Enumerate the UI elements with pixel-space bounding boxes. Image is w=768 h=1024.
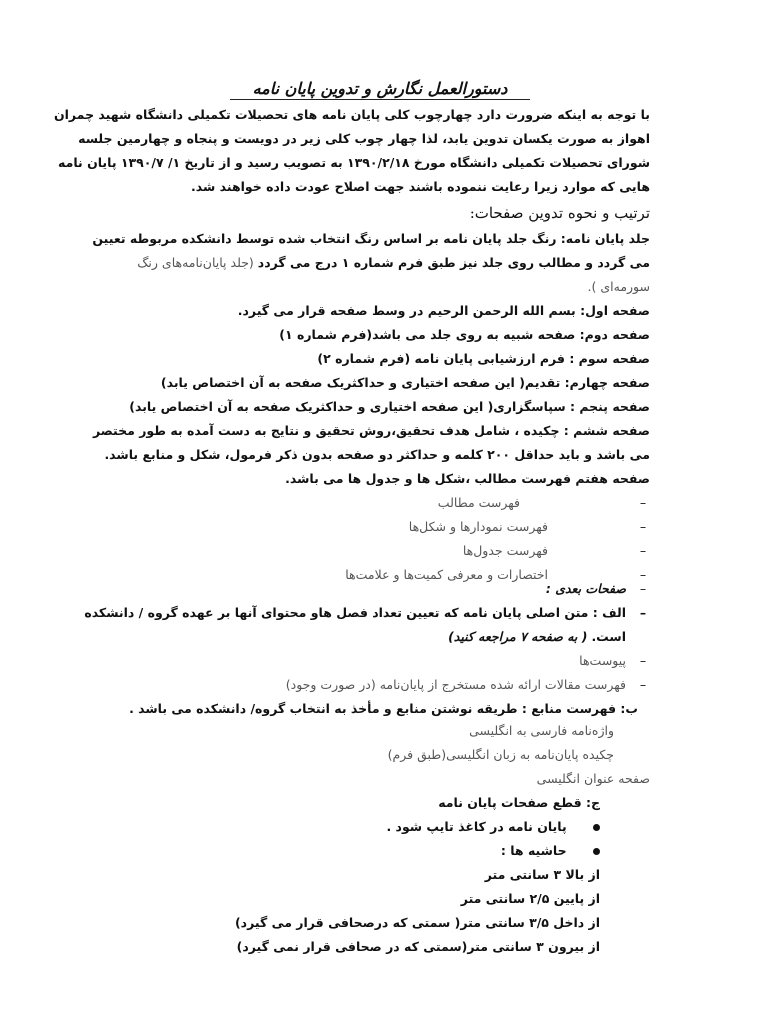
intro-line-4: هایی که موارد زیرا رعایت ننموده باشند جهت اصلاح عودت داده خواهند شد.	[191, 179, 650, 194]
toc-item	[118, 542, 650, 560]
articles-row	[118, 676, 650, 694]
cover-line-3: سورمه‌ای ).	[587, 279, 650, 294]
dash-marker: –	[639, 677, 647, 692]
references-line: ب: فهرست منابع : طریقه نوشتن منابع و مأخذ به انتخاب گروه/ دانشکده می باشد .	[129, 701, 638, 716]
margin-outer-line: از بیرون ۳ سانتی متر(سمتی که در صحافی قرار نمی گیرد)	[236, 939, 600, 954]
page-4-line: صفحه چهارم: تقدیم( این صفحه اختیاری و حداکثریک صفحه به آن اختصاص یابد)	[160, 375, 650, 390]
page-6-line: صفحه ششم : چکیده ، شامل هدف تحقیق،روش تحقیق و نتایج به دست آمده به طور مختصر	[92, 423, 650, 438]
bullet-icon	[593, 848, 600, 855]
toc-item	[118, 494, 650, 512]
page-6-line-2: می باشد و باید حداقل ۲۰۰ کلمه و حداکثر دو صفحه بدون ذکر فرمول، شکل و منابع باشد.	[104, 447, 650, 462]
intro-line-2: اهواز به صورت یکسان تدوین یابد، لذا چهار چوب کلی زیر در دویست و پنجاه و چهارمین جلسه	[78, 131, 650, 146]
later-pages-label: صفحات بعدی :	[545, 581, 626, 596]
toc-item-label: فهرست جدول‌ها	[462, 543, 548, 558]
page-1-line: صفحه اول: بسم الله الرحمن الرحیم در وسط صفحه قرار می گیرد.	[237, 303, 650, 318]
english-abstract-line: چکیده پایان‌نامه به زبان انگلیسی(طبق فرم)	[387, 747, 614, 762]
margin-inner-line: از داخل ۳/۵ سانتی متر( سمتی که درصحافی قرار می گیرد)	[234, 915, 600, 930]
dash-marker: –	[639, 581, 647, 596]
paper-size-text: پایان نامه در کاغذ تایپ شود .	[386, 819, 567, 834]
page-3-line: صفحه سوم : فرم ارزشیابی پایان نامه (فرم شماره ۲)	[317, 351, 650, 366]
toc-item	[118, 518, 650, 536]
dash-marker: –	[639, 653, 647, 668]
part-c-heading: ج: قطع صفحات پایان نامه	[438, 795, 600, 810]
english-title-line: صفحه عنوان انگلیسی	[536, 771, 650, 786]
body-a-line-1	[84, 604, 650, 622]
margin-bottom-line: از پایین ۲/۵ سانتی متر	[460, 891, 600, 906]
later-pages-row	[118, 580, 650, 598]
toc-item-label: فهرست نمودارها و شکل‌ها	[408, 519, 548, 534]
body-a-line-2	[118, 628, 626, 646]
margins-label: حاشیه ها :	[500, 843, 567, 858]
body-a-ref: ( به صفحه ۷ مراجعه کنید)	[448, 629, 588, 644]
cover-line-2-main: می گردد و مطالب روی جلد نیز طبق فرم شماره ۱ درج می گردد	[257, 255, 650, 270]
margin-top-line: از بالا ۳ سانتی متر	[484, 867, 600, 882]
articles-label: فهرست مقالات ارائه شده مستخرج از پایان‌نامه (در صورت وجود)	[285, 677, 626, 692]
bullet-icon	[593, 824, 600, 831]
paper-size-line	[118, 818, 600, 836]
page-7-line: صفحه هفتم فهرست مطالب ،شکل ها و جدول ها می باشد.	[285, 471, 650, 486]
dash-marker: –	[639, 543, 647, 558]
page-2-line: صفحه دوم: صفحه شبیه به روی جلد می باشد(فرم شماره ۱)	[279, 327, 650, 342]
body-a-text-2: است.	[591, 629, 626, 644]
intro-line-3: شورای تحصیلات تکمیلی دانشگاه مورخ ۱۳۹۰/۲/۱۸ به تصویب رسید و از تاریخ ۱/ ۱۳۹۰/۷ پایان نامه	[58, 155, 650, 170]
dash-marker: –	[639, 605, 647, 620]
body-a-text: الف : متن اصلی پایان نامه که تعیین تعداد فصل هاو محتوای آنها بر عهده گروه / دانشکده	[84, 605, 626, 620]
dash-marker: –	[639, 567, 647, 582]
cover-line-2-note: (جلد پایان‌نامه‌های رنگ	[137, 255, 254, 270]
page-5-line: صفحه پنجم : سپاسگزاری( این صفحه اختیاری و حداکثریک صفحه به آن اختصاص یابد)	[129, 399, 650, 414]
dash-marker: –	[639, 495, 647, 510]
dash-marker: –	[639, 519, 647, 534]
appendix-label: پیوست‌ها	[579, 653, 626, 668]
intro-line-1: با توجه به اینکه ضرورت دارد چهارچوب کلی پایان نامه های تحصیلات تکمیلی دانشگاه شهید چمران	[53, 107, 650, 122]
toc-item-label: اختصارات و معرفی کمیت‌ها و علامت‌ها	[345, 567, 548, 582]
toc-item-label: فهرست مطالب	[437, 495, 520, 510]
section-heading: ترتیب و نحوه تدوین صفحات:	[469, 204, 650, 222]
margins-heading	[118, 842, 600, 860]
glossary-line: واژه‌نامه فارسی به انگلیسی	[469, 723, 614, 738]
document-title: دستورالعمل نگارش و تدوین پایان نامه	[230, 79, 530, 100]
appendix-row	[118, 652, 650, 670]
cover-line-2	[118, 254, 650, 272]
cover-line-1: جلد پایان نامه: رنگ جلد پایان نامه بر اساس رنگ انتخاب شده توسط دانشکده مربوطه تعیین	[92, 231, 650, 246]
